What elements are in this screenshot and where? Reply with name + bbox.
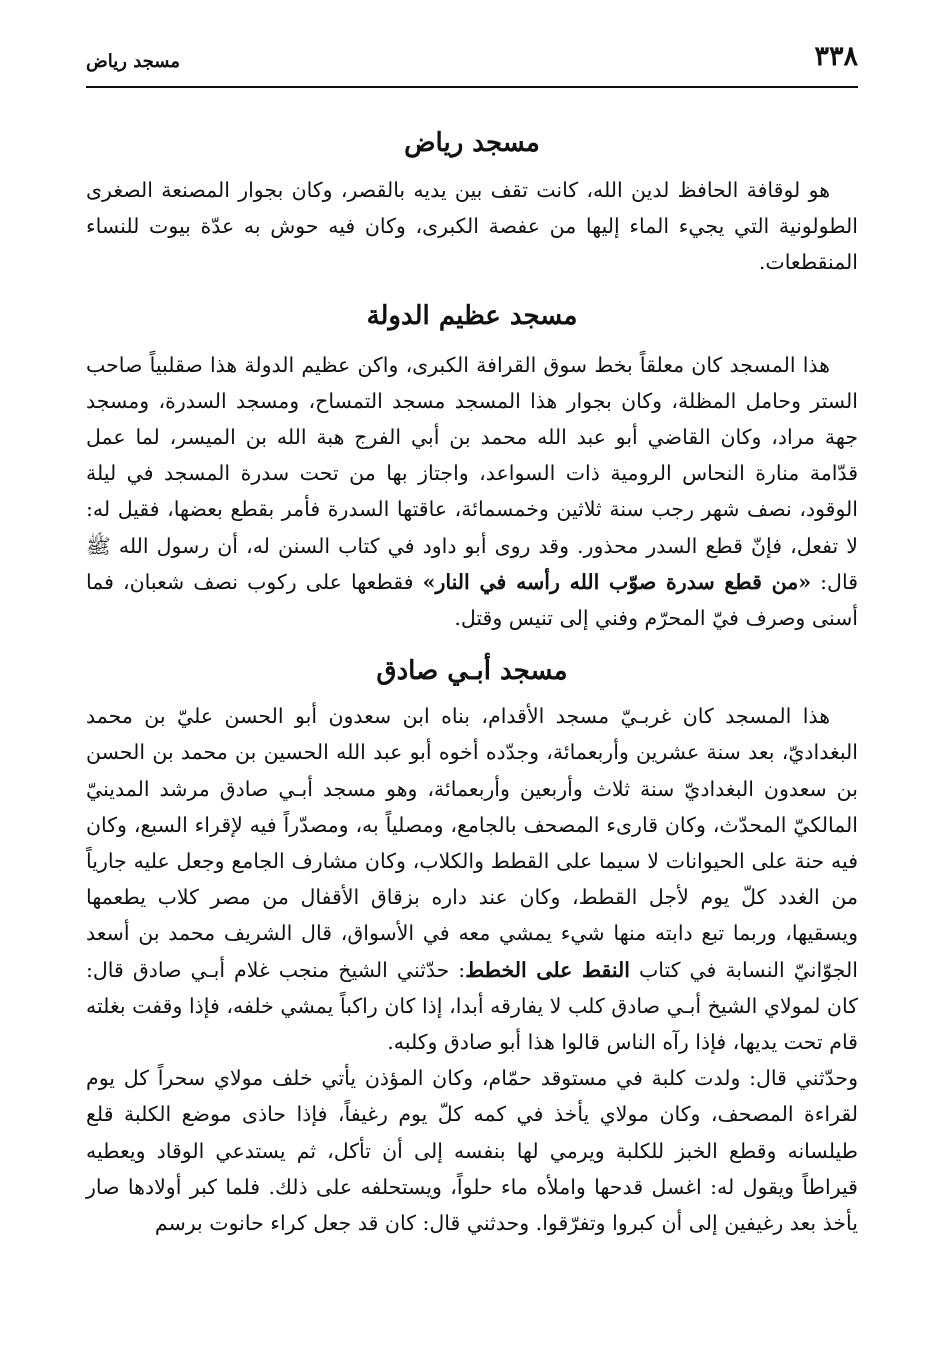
section-masjid-riyad (86, 120, 858, 281)
paragraph-text: فقطعها على ركوب نصف شعبان، فما أسنى وصرف فيّ المحرّم وفني إلى تنيس وقتل. (86, 569, 858, 631)
section-title: مسجد رياض (404, 128, 540, 158)
book-title: النقط على الخطط (465, 957, 630, 982)
paragraph-text: : حدّثني الشيخ منجب غلام أبـي صادق قال: كان لمولاي الشيخ أبـي صادق كلب لا يفارقه أبدا، إذا كان راكباً يمشي خلفه، فإذا وقفت بغلته قام تحت يديها، فإذا رآه الناس قالوا هذا أبو صادق وكلبه. (86, 957, 858, 1055)
page-number: ٣٣٨ (814, 41, 858, 72)
running-header (86, 40, 858, 88)
page-body (86, 120, 858, 1241)
section-paragraph (86, 698, 858, 1060)
paragraph-text: هذا المسجد كان غربـيّ مسجد الأقدام، بناه ابن سعدون أبو الحسن عليّ بن محمد البغداديّ، بعد سنة عشرين وأربعمائة، وجدّده أخوه أبو عبد الله الحسين بن محمد بن الحسن بن سعدون البغداديّ سنة ثلاث وأربعين وأربعمائة، وهو مسجد أبـي صادق مرشد المدينيّ المالكيّ المحدّث، وكان قارىء المصحف بالجامع، ومصلياً به، ومصدّراً فيه لإقراء السبع، وكان فيه حنة على الحيوانات لا سيما على القطط والكلاب، وكان مشارف الجامع وجعل عليه جارياً من الغدد كلّ يوم لأجل القطط، وكان عند داره بزقاق الأقفال من مصر كلاب يطعمها ويسقيها، وربما تبع دابته منها شيء يمشي معه في الأسواق، قال الشريف محمد بن أسعد الجوّانيّ النسابة في كتاب (86, 704, 858, 982)
section-masjid-azim-al-dawla (86, 293, 858, 637)
running-title: مسجد رياض (86, 51, 180, 72)
section-paragraph (86, 347, 858, 637)
section-title: مسجد عظيم الدولة (366, 300, 578, 331)
section-masjid-abi-sadiq (86, 648, 858, 1241)
section-paragraph: هو لوقافة الحافظ لدين الله، كانت تقف بين يديه بالقصر، وكان بجوار المصنعة الصغرى الطولونية التي يجيء الماء إليها من عفصة الكبرى، وكان فيه حوش به عدّة بيوت للنساء المنقطعات. (86, 178, 858, 275)
section-title: مسجد أبـي صادق (376, 656, 568, 687)
paragraph-text: هذا المسجد كان معلقاً بخط سوق القرافة الكبرى، واكن عظيم الدولة هذا صقلبياً صاحب الستر وحامل المظلة، وكان بجوار هذا المسجد مسجد التمساح، ومسجد السدرة، ومسجد جهة مراد، وكان القاضي أبو عبد الله محمد بن أبي الفرج هبة الله بن الميسر، لما عمل قدّامة منارة النحاس الرومية ذات السواعد، واجتاز بها من تحت سدرة المسجد في ليلة الوقود، نصف شهر رجب سنة ثلاثين وخمسمائة، عاقتها السدرة فأمر بقطع بعضها، فقيل له: لا تفعل، فإنّ قطع السدر محذور. وقد روى أبو داود في كتاب السنن له، أن رسول الله ﷺ قال: (86, 352, 858, 594)
hadith-quote: «من قطع سدرة صوّب الله رأسه في النار» (422, 569, 812, 594)
section-paragraph: وحدّثني قال: ولدت كلبة في مستوقد حمّام، وكان المؤذن يأتي خلف مولاي سحراً كل يوم لقراءة المصحف، وكان مولاي يأخذ في كمه كلّ يوم رغيفاً، فإذا حاذى موضع الكلبة قلع طيلسانه وقطع الخبز للكلبة ويرمي لها بنفسه إلى أن تأكل، ثم يستدعي الوقاد ويعطيه قيراطاً ويقول له: اغسل قدحها واملأه ماء حلواً، ويستحلفه على ذلك. فلما كبر أولادها صار يأخذ بعد رغيفين إلى أن كبروا وتفرّقوا. وحدثني قال: كان قد جعل كراء حانوت برسم (86, 1066, 858, 1236)
